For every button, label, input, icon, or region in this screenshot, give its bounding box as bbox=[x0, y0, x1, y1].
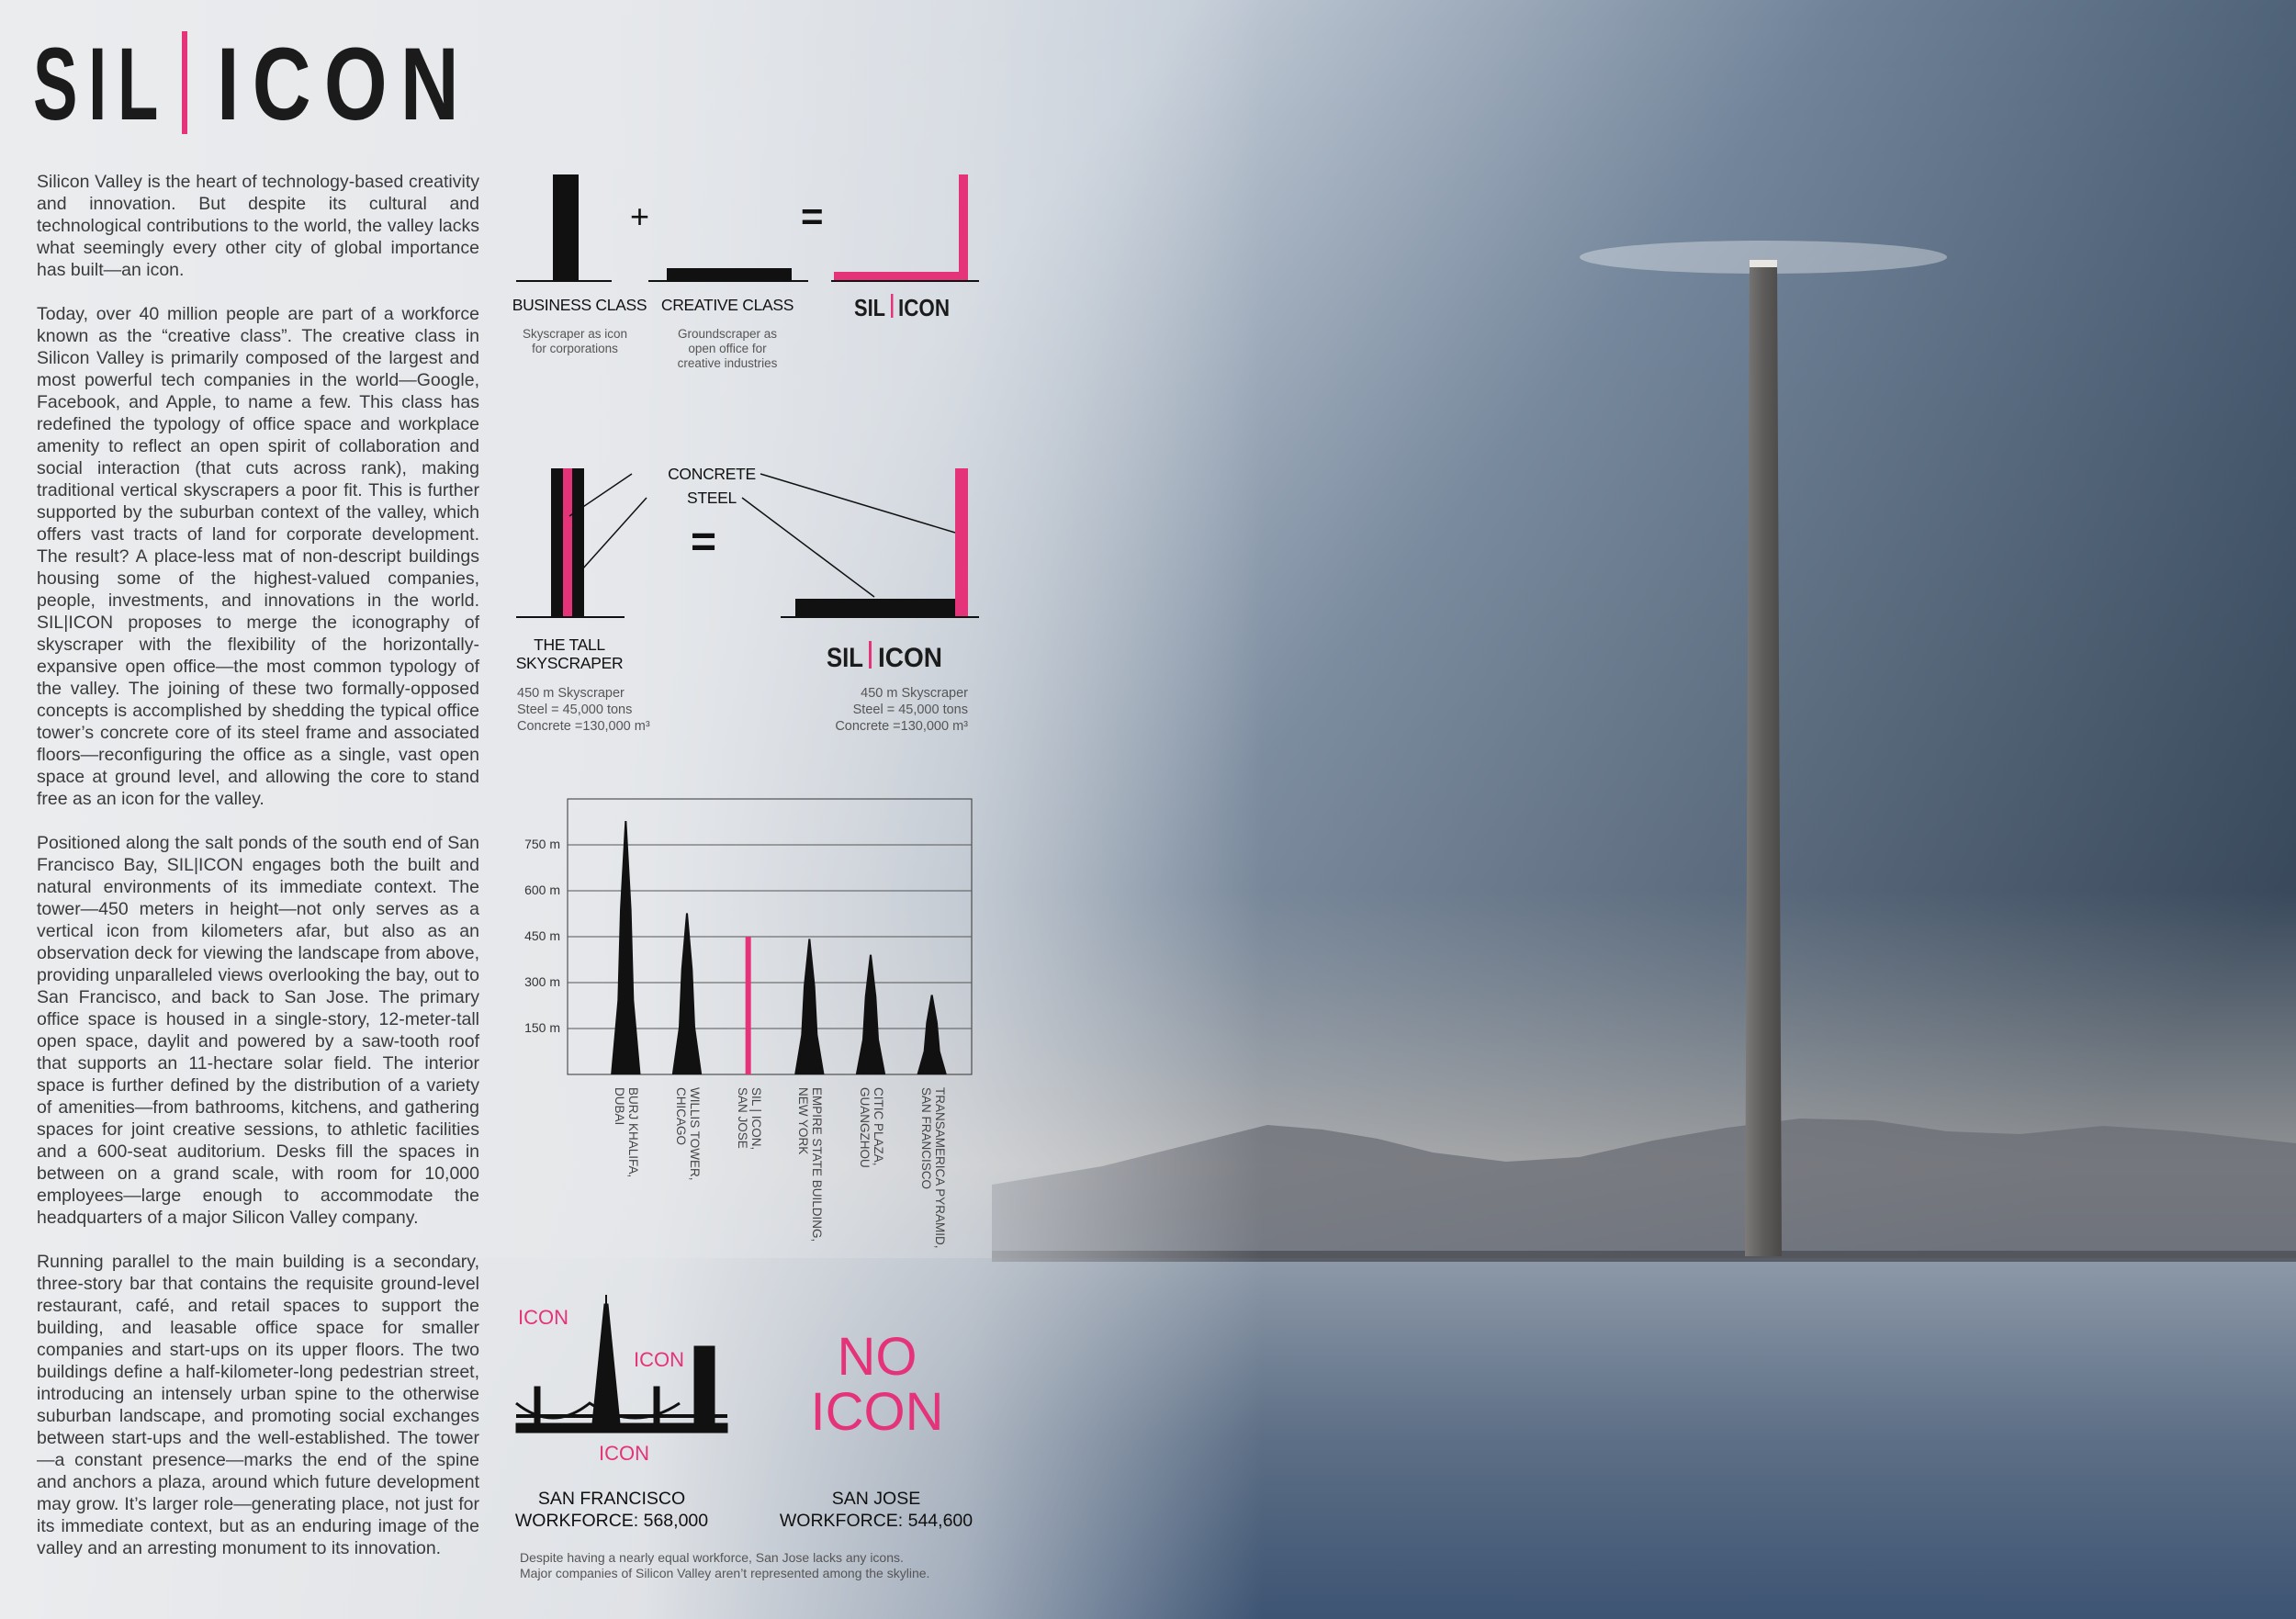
icon-label: ICON bbox=[599, 1442, 649, 1465]
building-bar bbox=[794, 939, 824, 1074]
plus-sign: + bbox=[630, 197, 650, 235]
y-tick-label: 300 m bbox=[524, 974, 560, 989]
silicon-small-logo bbox=[827, 639, 946, 673]
paragraph-site: Positioned along the salt ponds of the south end of San Francisco Bay, SIL|ICON engages both the built and natural environments of its immediate context. The tower—450 meters in height—not only serves as a vertical icon from kilometers afar, but also as an observation deck for viewing the landscape from above, providing unparalleled views overlooking the bay, out to San Francisco, and back to San Jose. The primary office space is housed in a single-story, 12-meter-tall open space, daylit and powered by a saw-tooth roof that supports an 11-hectare solar field. The interior space is further defined by the distribution of a variety of amenities—from bathrooms, kitchens, and gathering spaces for joint creative sessions, to athletic facilities and a 600-seat auditorium. Desks fill the spaces in between on a grand scale, with room for 10,000 employees—large enough to accommodate the headquarters of a major Silicon Valley company. bbox=[37, 833, 479, 1228]
x-tick-label-line: SIL | ICON, bbox=[748, 1087, 763, 1151]
label-line: NO bbox=[837, 1327, 917, 1387]
paragraph-creative-class: Today, over 40 million people are part of a workforce known as the “creative class”. The creative class in Silicon Valley is primarily composed of the largest and most powerful tech companies in the world—Google, Facebook, and Apple, to name a few. This class has redefined the typology of office space and workplace amenity to reflect an open spirit of collaboration and social interaction (that cuts across rank), making traditional vertical skyscrapers a poor fit. This is further supported by the suburban context of the valley, which offers vast tracts of land for corporate development. The result? A place-less mat of non-descript buildings housing some of the highest-valued companies, people, investments, and innovations in the world. SIL|ICON proposes to merge the iconography of skyscraper with the flexibility of the horizontally-expansive open office—the most common typology of the valley. The joining of these two formally-opposed concepts is accomplished by shedding the typical office tower’s concrete core of its steel frame and associated floors—reconfiguring the office as a single, vast open space at ground level, and allowing the core to stand free as an icon for the valley. bbox=[37, 304, 479, 809]
steel-label: STEEL bbox=[687, 489, 737, 507]
logo-right-text: ICON bbox=[898, 294, 950, 321]
spec-line: 450 m Skyscraper bbox=[861, 686, 968, 701]
x-tick-label bbox=[919, 1087, 947, 1249]
caption-line: Groundscraper as bbox=[677, 327, 778, 341]
x-tick-label bbox=[796, 1087, 824, 1242]
san-francisco-stats bbox=[501, 1488, 722, 1532]
y-tick-label: 600 m bbox=[524, 883, 560, 897]
left-specs bbox=[517, 685, 682, 735]
leader-line bbox=[760, 474, 955, 533]
no-icon-label bbox=[799, 1327, 955, 1442]
building-bar bbox=[746, 937, 751, 1074]
x-tick-label bbox=[613, 1087, 640, 1177]
logo-divider bbox=[869, 641, 872, 669]
tall-skyscraper-label bbox=[507, 635, 632, 672]
footnote-line: Despite having a nearly equal workforce, San Jose lacks any icons. bbox=[520, 1550, 904, 1565]
x-tick-label-line: SAN JOSE bbox=[735, 1087, 749, 1149]
building-bar bbox=[856, 955, 885, 1074]
groundscraper-bar bbox=[667, 268, 792, 281]
icon-label: ICON bbox=[518, 1306, 568, 1329]
x-tick-label-line: SAN FRANCISCO bbox=[918, 1087, 933, 1190]
freestanding-core bbox=[955, 468, 968, 617]
spec-line: Steel = 45,000 tons bbox=[852, 703, 968, 717]
footnote-line: Major companies of Silicon Valley aren’t represented among the skyline. bbox=[520, 1566, 930, 1580]
x-tick-label-line: GUANGZHOU bbox=[858, 1087, 872, 1168]
y-tick-label: 150 m bbox=[524, 1020, 560, 1035]
business-class-label: BUSINESS CLASS bbox=[512, 296, 647, 314]
x-tick-label-line: CHICAGO bbox=[674, 1087, 688, 1146]
equals-sign: = bbox=[801, 195, 824, 238]
label-line: THE TALL bbox=[534, 635, 605, 654]
x-tick-label bbox=[674, 1087, 702, 1181]
tall-skyscraper-core bbox=[563, 468, 572, 617]
paragraph-intro: Silicon Valley is the heart of technology-based creativity and innovation. But despite its cultural and technological contributions to the world, the valley lacks what seemingly every other city of global importance has built—an icon. bbox=[37, 172, 479, 280]
x-tick-label-line: WILLIS TOWER, bbox=[688, 1087, 702, 1181]
workforce: WORKFORCE: 568,000 bbox=[514, 1511, 709, 1531]
label-line: ICON bbox=[810, 1382, 944, 1442]
open-office-slab bbox=[795, 599, 961, 617]
creative-class-label: CREATIVE CLASS bbox=[660, 296, 794, 314]
comparison-footnote bbox=[520, 1550, 979, 1581]
workforce: WORKFORCE: 544,600 bbox=[779, 1511, 974, 1531]
spec-line: Concrete =130,000 m³ bbox=[835, 719, 968, 734]
concrete-label: CONCRETE bbox=[668, 465, 756, 483]
x-tick-label-line: CITIC PLAZA, bbox=[872, 1087, 885, 1166]
y-tick-label: 750 m bbox=[524, 837, 560, 851]
creative-class-caption bbox=[663, 327, 792, 371]
label-line: SKYSCRAPER bbox=[515, 654, 624, 672]
logo-left-text: SIL bbox=[854, 294, 886, 321]
icon-label: ICON bbox=[634, 1348, 684, 1371]
silicon-small-logo bbox=[854, 292, 955, 320]
paragraph-secondary-bar: Running parallel to the main building is a secondary, three-story bar that contains the requisite ground-level restaurant, café, and retail spaces to support the building, and leasable office space for smaller companies and start-ups on its upper floors. The two buildings define a half-kilometer-long pedestrian street, introducing an intensely urban spine to the otherwise suburban landscape, and promoting social exchanges between start-ups and the well-established. The tower—a constant presence—marks the end of the spine and anchors a plaza, around which future development may grow. It’s larger role—generating place, not just for its immediate context, but as an enduring image of the valley and an arresting monument to its innovation. bbox=[37, 1252, 479, 1558]
silicon-logo bbox=[33, 27, 474, 141]
caption-line: for corporations bbox=[532, 342, 618, 355]
silicon-joint bbox=[933, 272, 968, 281]
height-chart-plot bbox=[496, 790, 992, 1084]
leader-line bbox=[582, 498, 647, 569]
building-bar bbox=[611, 821, 640, 1074]
logo-right-text: ICON bbox=[878, 643, 942, 673]
city-name: SAN JOSE bbox=[831, 1489, 921, 1509]
city-name: SAN FRANCISCO bbox=[537, 1489, 686, 1509]
y-tick-label: 450 m bbox=[524, 928, 560, 943]
business-class-caption bbox=[511, 327, 639, 356]
city-base bbox=[516, 1423, 727, 1433]
caption-line: open office for bbox=[688, 342, 767, 355]
equals-sign: = bbox=[691, 518, 717, 567]
caption-line: creative industries bbox=[677, 356, 778, 370]
x-tick-label-line: DUBAI bbox=[613, 1087, 627, 1126]
core-diagram bbox=[514, 459, 992, 624]
spec-line: 450 m Skyscraper bbox=[517, 686, 625, 701]
caption-line: Skyscraper as icon bbox=[522, 327, 628, 341]
logo-divider bbox=[891, 294, 894, 318]
skyscraper-bar bbox=[553, 174, 579, 281]
logo-right-text: ICON bbox=[217, 27, 472, 141]
x-tick-label bbox=[736, 1087, 763, 1150]
logo-left-text: SIL bbox=[33, 27, 169, 141]
right-specs bbox=[803, 685, 968, 735]
x-tick-label-line: NEW YORK bbox=[796, 1087, 811, 1155]
height-chart bbox=[496, 790, 992, 1267]
silicon-core bbox=[959, 174, 968, 281]
x-tick-label-line: BURJ KHALIFA, bbox=[626, 1087, 641, 1178]
building-bar bbox=[672, 913, 702, 1074]
body-copy bbox=[37, 171, 479, 1581]
sutro-tower-icon bbox=[694, 1346, 715, 1433]
silicon-base bbox=[834, 272, 933, 281]
leader-line bbox=[742, 498, 874, 597]
logo-divider bbox=[182, 31, 187, 134]
logo-left-text: SIL bbox=[827, 643, 863, 673]
spec-line: Concrete =130,000 m³ bbox=[517, 719, 650, 734]
building-bar bbox=[917, 995, 946, 1074]
spec-line: Steel = 45,000 tons bbox=[517, 703, 633, 717]
x-tick-label-line: EMPIRE STATE BUILDING, bbox=[810, 1087, 825, 1242]
x-tick-label-line: TRANSAMERICA PYRAMID, bbox=[932, 1087, 947, 1249]
x-tick-label bbox=[858, 1087, 885, 1168]
san-jose-stats bbox=[775, 1488, 977, 1532]
